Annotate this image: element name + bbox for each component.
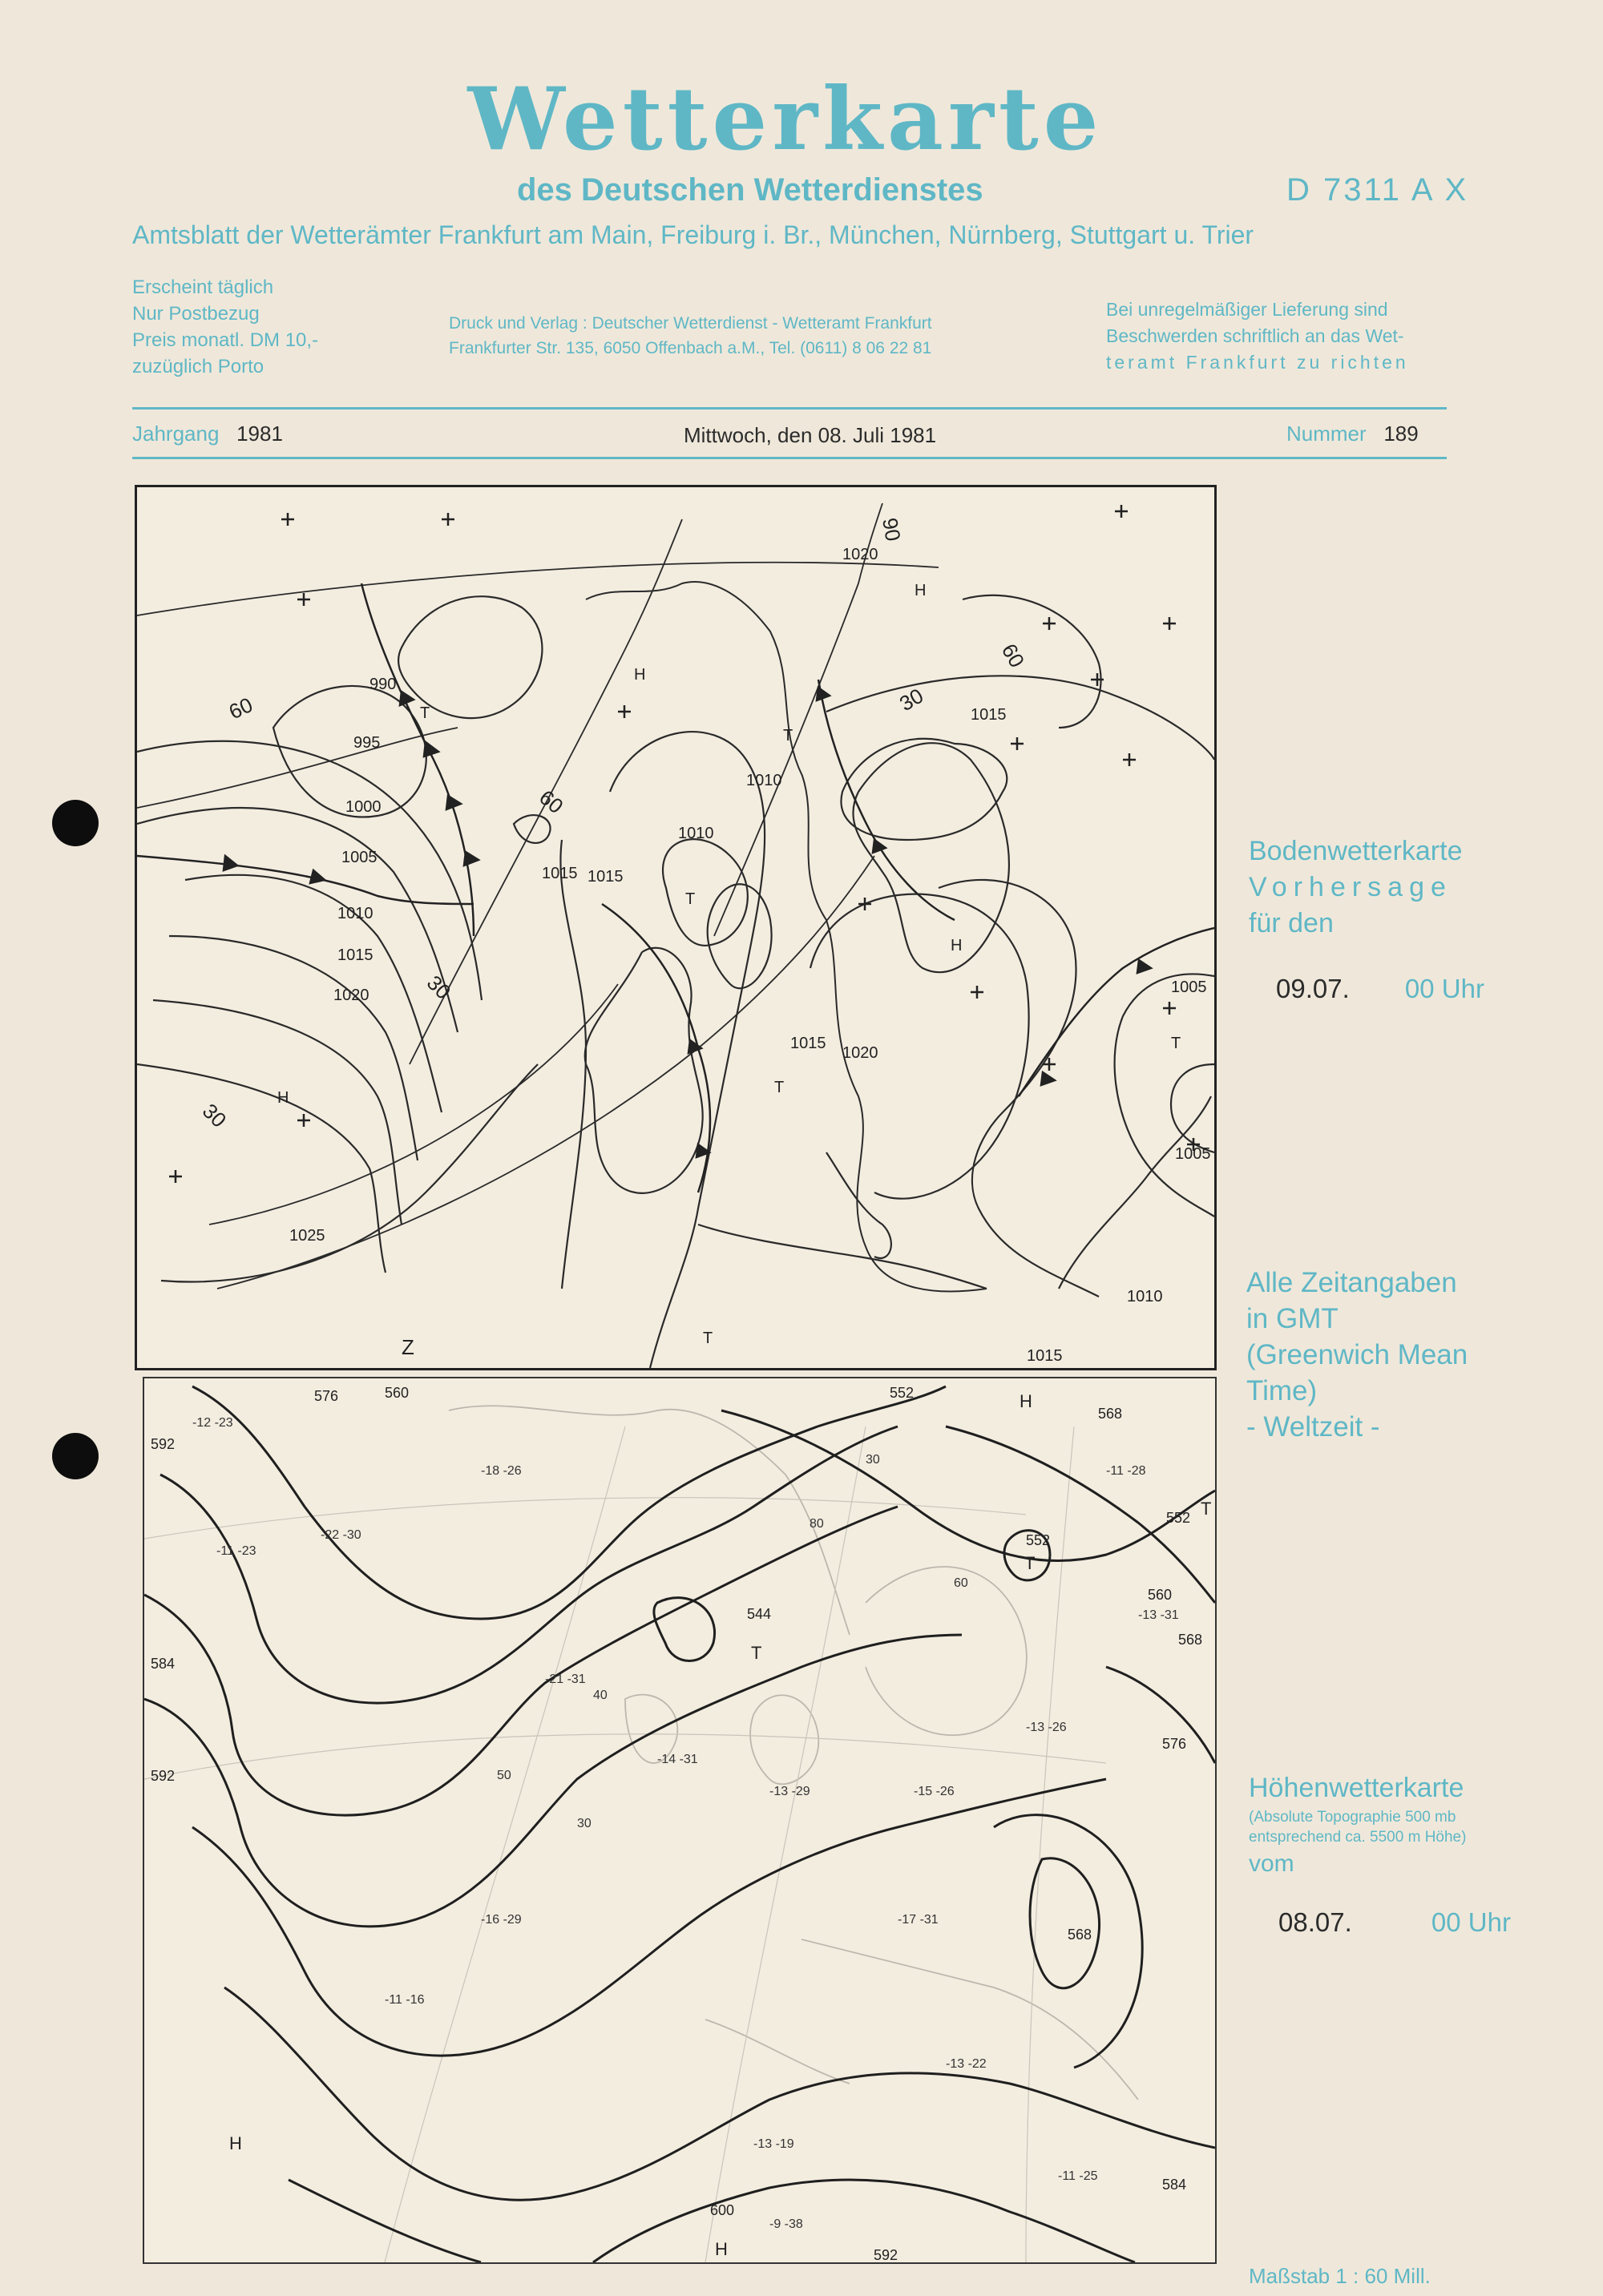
publish-line: Nur Postbezug xyxy=(132,303,260,325)
jahrgang-value: 1981 xyxy=(236,422,283,446)
upper-analysis-time xyxy=(1278,1907,1511,1938)
station-plot: -13 -31 xyxy=(1138,1608,1179,1622)
isobar xyxy=(137,741,482,1000)
contour-label: 576 xyxy=(1162,1736,1187,1752)
delivery-line: Bei unregelmäßiger Lieferung sind xyxy=(1106,299,1388,320)
station-plot: -18 -26 xyxy=(481,1464,522,1478)
meridian xyxy=(217,856,874,1289)
station-plot: -15 -26 xyxy=(914,1785,955,1798)
contour-label: 552 xyxy=(890,1385,915,1401)
background-coastlines xyxy=(449,1406,1138,2100)
station-cross xyxy=(1043,617,1056,630)
isobar-label: 1005 xyxy=(341,849,378,866)
surface-weather-map xyxy=(135,485,1217,1370)
contour-label: 600 xyxy=(710,2202,735,2218)
upper-title: Höhenwetterkarte xyxy=(1249,1773,1464,1803)
upper-grid xyxy=(144,1426,1106,2262)
station-cross xyxy=(1163,617,1176,630)
contour-label: 568 xyxy=(1178,1632,1203,1648)
front-marker xyxy=(817,688,830,700)
grid-label: 60 xyxy=(535,785,568,819)
meridian xyxy=(137,728,458,808)
station-plot: -11 -16 xyxy=(385,1993,425,2007)
grid-label: 80 xyxy=(810,1517,824,1531)
grid-label: 30 xyxy=(197,1099,232,1132)
high-center: H xyxy=(715,2239,728,2259)
issue-date: Mittwoch, den 08. Juli 1981 xyxy=(684,423,937,447)
isobar-label: 1010 xyxy=(337,905,373,922)
isobar xyxy=(185,875,442,1112)
nummer-value: 189 xyxy=(1383,422,1419,446)
high-center: H xyxy=(277,1089,289,1107)
station-plot: -11 -25 xyxy=(1058,2169,1098,2183)
station-cross xyxy=(297,1114,310,1127)
isobar-label: 1015 xyxy=(542,865,578,882)
grid-label: 30 xyxy=(866,1453,880,1467)
contour-label: 584 xyxy=(1162,2177,1187,2193)
isobar xyxy=(137,1064,386,1273)
station-plot: -21 -31 xyxy=(545,1673,586,1686)
grid-label: 60 xyxy=(954,1576,968,1590)
masthead-title: Wetterkarte xyxy=(467,69,1104,170)
masthead-subtitle: des Deutschen Wetterdienstes xyxy=(517,172,983,208)
low-center: T xyxy=(1171,1035,1181,1052)
map-scale: Maßstab 1 : 60 Mill. xyxy=(1249,2264,1431,2288)
high-center: H xyxy=(229,2133,242,2153)
meridian xyxy=(144,1498,1026,1539)
front-marker xyxy=(310,870,325,883)
isobar-label: 1010 xyxy=(678,825,714,842)
map-marker-z: Z xyxy=(402,1335,414,1359)
isobar-label: 1015 xyxy=(587,868,624,886)
station-cross xyxy=(1011,737,1024,750)
surface-panel-title xyxy=(1249,833,1463,942)
low-center: T xyxy=(703,1330,713,1347)
isobar-label: 1025 xyxy=(289,1227,325,1245)
upper-vom: vom xyxy=(1249,1850,1294,1877)
top-rule xyxy=(132,407,1447,410)
contour-label: 560 xyxy=(1148,1587,1173,1603)
contour xyxy=(654,1598,715,1661)
publish-info xyxy=(132,274,318,380)
station-plot: -17 -31 xyxy=(898,1913,939,1927)
publish-line: Preis monatl. DM 10,- xyxy=(132,329,319,351)
publish-line: zuzüglich Porto xyxy=(132,356,264,377)
doc-code: D 7311 A X xyxy=(1286,172,1469,208)
publish-line: Erscheint täglich xyxy=(132,276,274,298)
front-marker xyxy=(224,856,237,870)
time-note xyxy=(1246,1265,1468,1445)
station-cross xyxy=(297,593,310,606)
meridian xyxy=(714,503,882,936)
surface-title-line: Bodenwetterkarte xyxy=(1249,836,1463,866)
upper-grid-labels xyxy=(497,1453,968,1830)
coastline-east xyxy=(1059,1096,1211,1289)
station-cross xyxy=(858,898,871,910)
contour-label: 544 xyxy=(747,1606,772,1622)
station-plot: -13 -22 xyxy=(946,2057,987,2071)
high-center: H xyxy=(915,582,927,599)
isobar-label: 1015 xyxy=(790,1035,826,1052)
station-plot: -13 -26 xyxy=(1026,1721,1067,1734)
station-plot: -13 -19 xyxy=(753,2137,794,2151)
grid-label: 30 xyxy=(895,683,928,716)
contour xyxy=(289,2180,481,2262)
high-center: H xyxy=(951,937,963,954)
isobar xyxy=(161,1064,538,1282)
low-center: T xyxy=(783,727,793,744)
contour-label: 552 xyxy=(1166,1510,1191,1526)
contour-label: 568 xyxy=(1098,1406,1123,1422)
station-cross xyxy=(1163,1002,1176,1015)
isobar-label: 1010 xyxy=(1127,1288,1163,1305)
upper-subtitle-line: entsprechend ca. 5500 m Höhe) xyxy=(1249,1829,1467,1846)
station-plot: -14 -31 xyxy=(657,1753,698,1766)
isobar-label: 1005 xyxy=(1171,979,1207,996)
isobar xyxy=(273,686,426,817)
coastline-europe xyxy=(586,582,987,1291)
time-note-line: (Greenwich Mean xyxy=(1246,1339,1468,1370)
time-note-line: in GMT xyxy=(1246,1303,1339,1334)
front-marker xyxy=(446,796,461,809)
time-note-line: Alle Zeitangaben xyxy=(1246,1267,1457,1298)
grid-label: 30 xyxy=(422,970,456,1004)
front-marker xyxy=(400,692,414,705)
low-center: T xyxy=(685,890,696,908)
press-line: Frankfurter Str. 135, 6050 Offenbach a.M., Tel. (0611) 8 06 22 81 xyxy=(449,339,932,357)
press-info xyxy=(449,311,932,361)
press-line: Druck und Verlag : Deutscher Wetterdienst - Wetteramt Frankfurt xyxy=(449,314,932,333)
high-center: H xyxy=(634,666,646,684)
delivery-line: teramt Frankfurt zu richten xyxy=(1106,352,1409,373)
contour-label: 576 xyxy=(314,1388,339,1404)
contour xyxy=(593,2180,1135,2262)
grid-label: 30 xyxy=(577,1817,592,1830)
upper-time: 00 Uhr xyxy=(1431,1907,1511,1937)
contour-label: 592 xyxy=(874,2247,898,2262)
isobar-label: 1015 xyxy=(971,706,1007,724)
contour xyxy=(160,1426,898,1703)
nummer xyxy=(1286,422,1419,446)
isobar-labels xyxy=(289,546,1211,1365)
high-center: H xyxy=(1020,1391,1032,1411)
station-cross xyxy=(1115,505,1128,518)
surface-title-line: Vorhersage xyxy=(1249,872,1452,902)
contour-label: 560 xyxy=(385,1385,410,1401)
jahrgang xyxy=(132,422,283,446)
isobar-label: 995 xyxy=(353,734,381,752)
isobar-label: 1010 xyxy=(746,772,782,789)
front-marker xyxy=(1041,1072,1055,1085)
low-center: T xyxy=(420,704,430,722)
front-marker xyxy=(873,840,886,853)
surface-date: 09.07. xyxy=(1276,974,1350,1003)
contour xyxy=(144,1507,898,1815)
isobar-label: 1005 xyxy=(1175,1145,1211,1163)
punch-hole xyxy=(52,1433,99,1479)
amtsblatt-line: Amtsblatt der Wetterämter Frankfurt am Main, Freiburg i. Br., München, Nürnberg, Stuttgart u. Trier xyxy=(132,220,1254,249)
punch-hole xyxy=(52,800,99,846)
coastline-scandinavia xyxy=(853,743,1008,972)
coastline-greenland xyxy=(398,596,542,718)
grid-label: 50 xyxy=(497,1769,511,1782)
station-plot: -22 -30 xyxy=(321,1528,361,1542)
isobar-label: 1020 xyxy=(842,1044,878,1062)
contour-label: 592 xyxy=(151,1436,176,1452)
front-marker xyxy=(424,742,438,757)
isobar xyxy=(137,808,458,1032)
station-cross xyxy=(1123,753,1136,766)
isobar-label: 1020 xyxy=(333,987,369,1004)
time-note-line: - Weltzeit - xyxy=(1246,1411,1380,1443)
surface-map-drawing xyxy=(137,487,1214,1368)
isobar-label: 1020 xyxy=(842,546,878,563)
surface-time: 00 Uhr xyxy=(1404,974,1484,1003)
grid-label: 60 xyxy=(224,692,256,724)
station-plot: -11 -28 xyxy=(1106,1464,1146,1478)
delivery-info xyxy=(1106,297,1409,376)
isobar-label: 1000 xyxy=(345,798,382,816)
station-cross xyxy=(618,705,631,718)
contour-label: 584 xyxy=(151,1656,176,1672)
upper-air-map xyxy=(143,1377,1217,2264)
meridian xyxy=(144,1734,1106,1779)
grid-label: 60 xyxy=(996,640,1030,672)
contour xyxy=(224,1987,1215,2200)
upper-date: 08.07. xyxy=(1278,1907,1352,1937)
isobar xyxy=(1115,974,1214,1217)
issue-row xyxy=(132,418,1447,457)
station-cross xyxy=(971,986,983,999)
isobar xyxy=(663,839,748,946)
coastline-british-isles xyxy=(708,884,772,988)
cold-front xyxy=(818,680,955,920)
low-center: T xyxy=(1201,1499,1212,1519)
coastline xyxy=(449,1406,850,1635)
upper-map-drawing xyxy=(144,1378,1215,2262)
station-plot: -16 -29 xyxy=(481,1913,522,1927)
upper-subtitle-line: (Absolute Topographie 500 mb xyxy=(1249,1809,1456,1826)
occluded-front xyxy=(1019,928,1214,1096)
isobar-label: 990 xyxy=(369,676,397,693)
station-plot: -13 -29 xyxy=(769,1785,810,1798)
station-cross xyxy=(281,513,294,526)
front-marker xyxy=(464,852,478,866)
station-cross xyxy=(169,1170,182,1183)
station-plot: -12 -23 xyxy=(192,1416,233,1430)
isobar-label: 1015 xyxy=(1027,1347,1063,1365)
coastline xyxy=(802,1939,1138,2100)
isobar xyxy=(560,840,586,1289)
isobar xyxy=(169,936,418,1160)
station-cross xyxy=(1091,673,1104,686)
contour-label: 552 xyxy=(1026,1532,1051,1548)
low-center: T xyxy=(774,1079,785,1096)
nummer-label: Nummer xyxy=(1286,422,1367,446)
cold-front xyxy=(361,583,474,936)
upper-panel-title xyxy=(1249,1773,1466,1878)
time-note-line: Time) xyxy=(1246,1375,1318,1406)
coastline-africa xyxy=(698,1225,987,1289)
contour xyxy=(1030,1858,1100,1988)
contour-label: 568 xyxy=(1068,1927,1092,1943)
contour xyxy=(192,1779,1106,2056)
coastline-iberia xyxy=(585,948,703,1193)
grid-label: 90 xyxy=(878,515,906,543)
coastline xyxy=(866,1567,1027,1735)
surface-forecast-time xyxy=(1276,974,1484,1004)
meridian xyxy=(385,1426,625,2262)
surface-title-line: für den xyxy=(1249,908,1334,938)
coastline xyxy=(750,1695,818,1784)
grid-labels xyxy=(198,516,1029,1132)
station-cross xyxy=(442,513,454,526)
delivery-line: Beschwerden schriftlich an das Wet- xyxy=(1106,325,1404,346)
isobar xyxy=(153,1000,402,1225)
front-marker xyxy=(1137,960,1151,973)
low-center: T xyxy=(1024,1553,1036,1573)
station-plot: -11 -23 xyxy=(216,1544,256,1558)
station-plot: -9 -38 xyxy=(769,2217,803,2231)
isobar-label: 1015 xyxy=(337,946,373,964)
low-center: T xyxy=(751,1643,762,1663)
contour-label: 592 xyxy=(151,1768,176,1784)
height-contours xyxy=(144,1386,1215,2262)
grid-label: 40 xyxy=(593,1689,608,1702)
contour xyxy=(1106,1667,1215,1763)
bottom-rule xyxy=(132,457,1447,459)
meridian xyxy=(137,563,939,615)
upper-centers xyxy=(229,1391,1211,2259)
coastline xyxy=(705,2020,850,2084)
jahrgang-label: Jahrgang xyxy=(132,422,220,446)
